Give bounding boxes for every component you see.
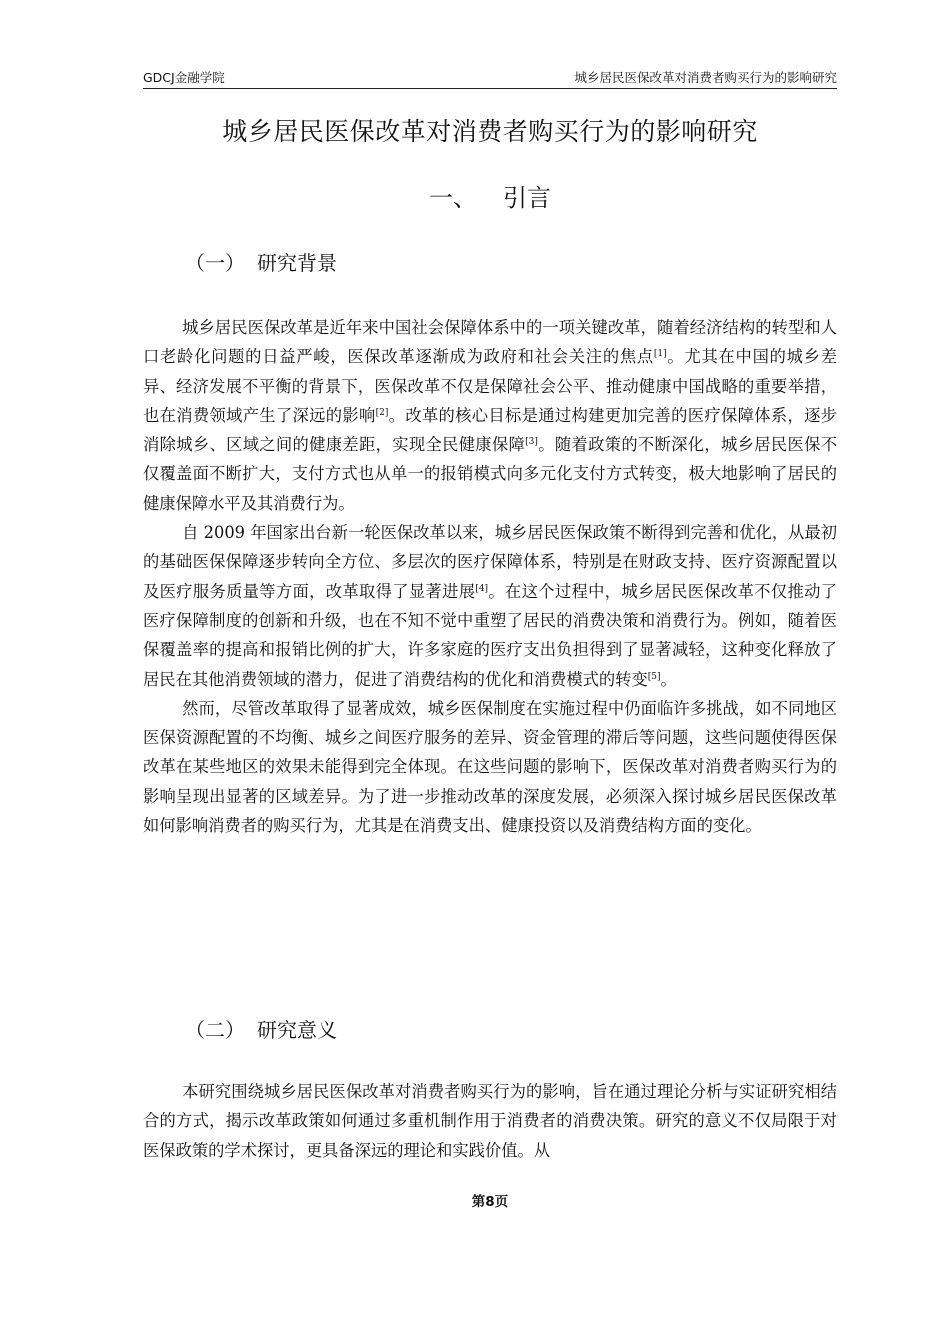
section-number: 一、: [429, 184, 477, 212]
citation[interactable]: [2]: [375, 407, 389, 418]
running-header: [143, 66, 837, 89]
header-paper-title: 城乡居民医保改革对消费者购买行为的影响研究: [574, 70, 837, 85]
subsection-number: （一）: [185, 251, 245, 275]
subsection-label: 研究意义: [257, 1018, 337, 1042]
section-label: 引言: [503, 184, 551, 212]
citation[interactable]: [3]: [525, 437, 538, 448]
paragraph: 自 2009 年国家出台新一轮医保改革以来，城乡居民医保政策不断得到完善和优化，从最初的基础医保保障逐步转向全方位、多层次的医疗保障体系，特别是在财政支持、医疗资源配置以及医疗服务质量等方面，改革取得了显著进展[4]。在这个过程中，城乡居民医保改革不仅推动了医疗保障制度的创新和升级，也在不知不觉中重塑了居民的消费决策和消费行为。例如，随着医保覆盖率的提高和报销比例的扩大，许多家庭的医疗支出负担得到了显著减轻，这种变化释放了居民在其他消费领域的潜力，促进了消费结构的优化和消费模式的转变[5]。: [143, 523, 837, 689]
paragraph: 本研究围绕城乡居民医保改革对消费者购买行为的影响，旨在通过理论分析与实证研究相结合的方式，揭示改革政策如何通过多重机制作用于消费者的消费决策。研究的意义不仅局限于对医保政策的学术探讨，更具备深远的理论和实践价值。从: [143, 1082, 837, 1160]
paper-title: 城乡居民医保改革对消费者购买行为的影响研究: [222, 117, 758, 146]
citation[interactable]: [4]: [475, 583, 489, 594]
background-body: [143, 313, 837, 840]
citation[interactable]: [1]: [653, 349, 667, 360]
significance-body: [143, 1077, 837, 1165]
subsection-heading-background: [185, 247, 337, 276]
header-institution: GDCJ金融学院: [143, 70, 225, 85]
subsection-label: 研究背景: [257, 251, 337, 275]
paragraph: 城乡居民医保改革是近年来中国社会保障体系中的一项关键改革，随着经济结构的转型和人口老龄化问题的日益严峻，医保改革逐渐成为政府和社会关注的焦点[1]。尤其在中国的城乡差异、经济发展不平衡的背景下，医保改革不仅是保障社会公平、推动健康中国战略的重要举措，也在消费领域产生了深远的影响[2]。改革的核心目标是通过构建更加完善的医疗保障体系，逐步消除城乡、区域之间的健康差距，实现全民健康保障[3]。随着政策的不断深化，城乡居民医保不仅覆盖面不断扩大，支付方式也从单一的报销模式向多元化支付方式转变，极大地影响了居民的健康保障水平及其消费行为。: [143, 318, 837, 513]
page-number: 第8页: [471, 1194, 509, 1210]
section-heading-introduction: [143, 178, 837, 213]
subsection-number: （二）: [185, 1018, 245, 1042]
paragraph: 然而，尽管改革取得了显著成效，城乡医保制度在实施过程中仍面临许多挑战，如不同地区医保资源配置的不均衡、城乡之间医疗服务的差异、资金管理的滞后等问题，这些问题使得医保改革在某些地区的效果未能得到完全体现。在这些问题的影响下，医保改革对消费者购买行为的影响呈现出显著的区域差异。为了进一步推动改革的深度发展，必须深入探讨城乡居民医保改革如何影响消费者的购买行为，尤其是在消费支出、健康投资以及消费结构方面的变化。: [143, 698, 837, 836]
subsection-heading-significance: [185, 1014, 337, 1043]
citation[interactable]: [5]: [647, 671, 661, 682]
